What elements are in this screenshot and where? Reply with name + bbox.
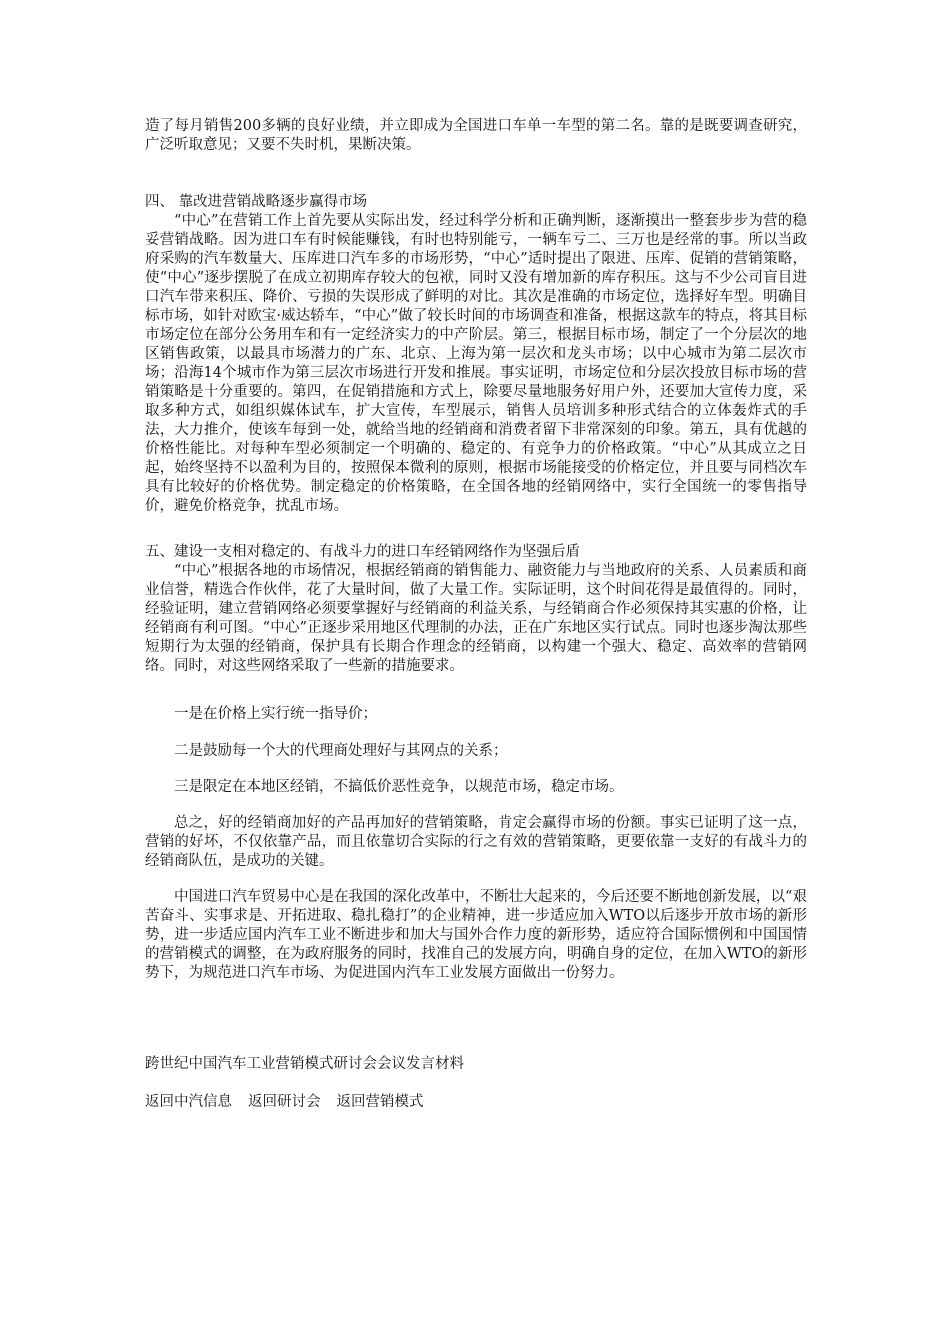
measure-text: 一是在价格上实行统一指导价； xyxy=(174,706,377,722)
summary-block xyxy=(145,814,807,871)
back-to-marketing-model-link[interactable]: 返回营销模式 xyxy=(336,1094,424,1110)
conclusion-paragraph: 中国进口汽车贸易中心是在我国的深化改革中，不断壮大起来的，今后还要不断地创新发展，以“艰苦奋斗、实事求是、开拓进取、稳扎稳打”的企业精神，进一步适应加入WTO以后逐步开放市场的新形势，进一步适应国内汽车工业不断进步和加大与国外合作力度的新形势，适应符合国际惯例和中国国情的营销模式的调整，在为政府服务的同时，找准自己的发展方向，明确自身的定位，在加入WTO的新形势下，为规范进口汽车市场、为促进国内汽车工业发展方面做出一份努力。 xyxy=(145,889,807,981)
summary-paragraph: 总之，好的经销商加好的产品再加好的营销策略，肯定会赢得市场的份额。事实已证明了这一点，营销的好坏，不仅依靠产品，而且依靠切合实际的行之有效的营销策略，更要依靠一支好的有战斗力的经销商队伍，是成功的关键。 xyxy=(145,815,807,869)
measure-text: 二是鼓励每一个大的代理商处理好与其网点的关系； xyxy=(174,743,508,759)
conclusion-block xyxy=(145,888,807,983)
source-note-block xyxy=(145,1055,807,1074)
measure-item-2 xyxy=(145,742,807,761)
intro-paragraph-block xyxy=(145,117,807,155)
measure-item-3 xyxy=(145,778,807,797)
measure-text: 三是限定在本地区经销，不搞低价恶性竞争，以规范市场，稳定市场。 xyxy=(174,779,624,795)
section-5 xyxy=(145,543,807,676)
back-to-seminar-link[interactable]: 返回研讨会 xyxy=(248,1094,321,1110)
back-links-bar xyxy=(145,1090,807,1111)
section-5-heading: 五、建设一支相对稳定的、有战斗力的进口车经销网络作为坚强后盾 xyxy=(145,544,580,560)
source-note: 跨世纪中国汽车工业营销模式研讨会会议发言材料 xyxy=(145,1056,464,1072)
intro-paragraph: 造了每月销售200多辆的良好业绩，并立即成为全国进口车单一车型的第二名。靠的是既要调查研究，广泛听取意见；又要不失时机，果断决策。 xyxy=(145,118,807,153)
section-4-body: “中心”在营销工作上首先要从实际出发，经过科学分析和正确判断，逐渐摸出一整套步步为营的稳妥营销战略。因为进口车有时候能赚钱，有时也特别能亏，一辆车亏二、三万也是经常的事。所以当政府采购的汽车数量大、压库进口汽车多的市场形势，“中心”适时提出了限进、压库、促销的营销策略，使“中心”逐步摆脱了在成立初期库存较大的包袱，同时又没有增加新的库存积压。这与不少公司盲目进口汽车带来积压、降价、亏损的失误形成了鲜明的对比。其次是准确的市场定位，选择好车型。明确目标市场，如针对欧宝·威达轿车，“中心”做了较长时间的市场调查和准备，根据这款车的特点，将其目标市场定位在部分公务用车和有一定经济实力的中产阶层。第三，根据目标市场，制定了一个分层次的地区销售政策，以最具市场潜力的广东、北京、上海为第一层次和龙头市场；以中心城市为第二层次市场；沿海14个城市作为第三层次市场进行开发和推展。事实证明，市场定位和分层次投放目标市场的营销策略是十分重要的。第四，在促销措施和方式上，除要尽量地服务好用户外，还要加大宣传力度，采取多种方式，如组织媒体试车，扩大宣传，车型展示，销售人员培训多种形式结合的立体轰炸式的手法，大力推介，使该车每到一处，就给当地的经销商和消费者留下非常深刻的印象。第五，具有优越的价格性能比。对每种车型必须制定一个明确的、稳定的、有竞争力的价格政策。“中心”从其成立之日起，始终坚持不以盈利为目的，按照保本微利的原则，根据市场能接受的价格定位，并且要与同档次车具有比较好的价格优势。制定稳定的价格策略，在全国各地的经销网络中，实行全国统一的零售指导价，避免价格竞争，扰乱市场。 xyxy=(145,213,807,514)
back-to-auto-info-link[interactable]: 返回中汽信息 xyxy=(145,1094,232,1110)
section-4-heading: 四、 靠改进营销战略逐步赢得市场 xyxy=(145,194,368,210)
section-5-body: “中心”根据各地的市场情况，根据经销商的销售能力、融资能力与当地政府的关系、人员素质和商业信誉，精选合作伙伴，花了大量时间，做了大量工作。实际证明，这个时间花得是最值得的。同时，经验证明，建立营销网络必须要掌握好与经销商的利益关系，与经销商合作必须保持其实惠的价格，让经销商有利可图。“中心”正逐步采用地区代理制的办法，正在广东地区实行试点。同时也逐步淘汰那些短期行为太强的经销商，保护具有长期合作理念的经销商，以构建一个强大、稳定、高效率的营销网络。同时，对这些网络采取了一些新的措施要求。 xyxy=(145,563,807,674)
section-4 xyxy=(145,193,807,516)
measure-item-1 xyxy=(145,705,807,724)
